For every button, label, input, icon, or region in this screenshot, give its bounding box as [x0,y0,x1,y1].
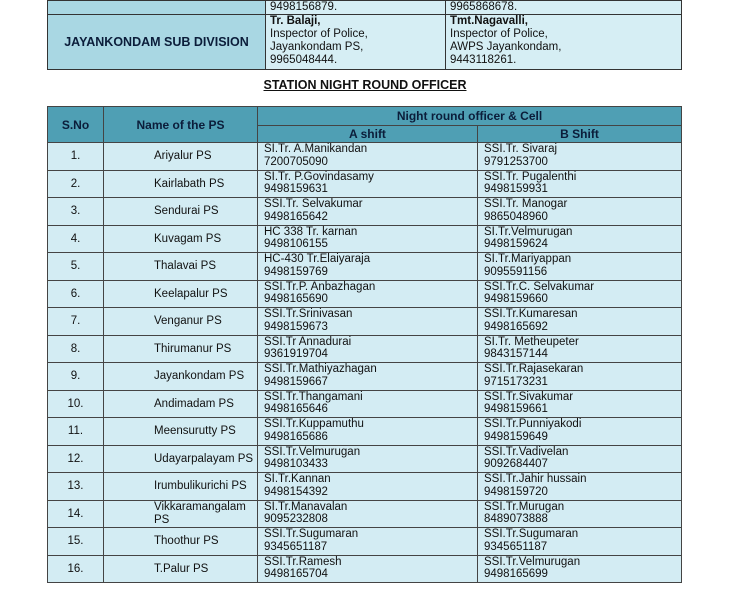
b-shift-phone: 9791253700 [484,155,548,168]
a-shift-cell [258,555,478,583]
station-name-cell [104,363,258,391]
subdivision-row [48,15,682,70]
table-row [48,445,682,473]
b-shift-phone: 9498165699 [484,568,548,580]
station-name: Thirumanur PS [154,342,232,355]
a-shift-officer: SSI.Tr.Mathiyazhagan [264,363,377,375]
b-shift-phone: 9715173231 [484,375,548,388]
officer-cell [266,15,446,70]
serial-number: 10. [67,397,84,410]
night-round-table [47,106,682,583]
table-row [48,170,682,198]
a-shift-phone: 9498159673 [264,320,328,333]
b-shift-phone: 9095591156 [484,265,548,278]
a-shift-phone: 9498103433 [264,458,328,470]
a-shift-phone: 9498165704 [264,568,328,580]
a-shift-cell [258,335,478,363]
station-name-cell [104,143,258,171]
a-shift-cell [258,225,478,253]
a-shift-phone: 9498159769 [264,265,328,278]
a-shift-officer: SI.Tr. A.Manikandan [264,143,368,155]
station-name: Andimadam PS [154,397,234,410]
b-shift-cell [478,473,682,501]
header-b-shift: B Shift [478,126,682,143]
officer-cell: 9965868678. [446,1,682,15]
division-cell [48,1,266,15]
serial-number-cell [48,280,104,308]
division-name: JAYANKONDAM SUB DIVISION [48,15,266,70]
header-a-shift: A shift [258,126,478,143]
a-shift-phone: 9498165642 [264,210,328,223]
b-shift-phone: 9498159660 [484,293,548,305]
a-shift-cell [258,473,478,501]
b-shift-phone: 9498159720 [484,485,548,498]
a-shift-cell [258,363,478,391]
b-shift-cell [478,418,682,446]
station-name-cell [104,473,258,501]
officer-station: Jayankondam PS, [270,41,364,53]
serial-number-cell [48,225,104,253]
a-shift-phone: 9498165690 [264,293,328,305]
station-name-cell [104,500,258,528]
station-name: Kairlabath PS [154,177,225,190]
table-row [48,473,682,501]
station-name: Thoothur PS [154,535,219,547]
table-row [48,528,682,556]
a-shift-phone: 7200705090 [264,155,328,168]
a-shift-officer: SSI.Tr.Kuppamuthu [264,418,364,430]
serial-number: 6. [70,287,81,300]
station-name-cell [104,308,258,336]
station-name: Irumbulikurichi PS [154,480,247,492]
a-shift-phone: 9498154392 [264,485,328,498]
table-row [48,418,682,446]
serial-number: 11. [67,425,84,437]
subdivision-officers-table [47,0,682,70]
section-title: STATION NIGHT ROUND OFFICER [263,78,467,92]
station-name: Keelapalur PS [154,287,228,300]
a-shift-officer: SSI.Tr.Ramesh [264,555,342,568]
b-shift-officer: SI.Tr. Metheupeter [484,335,579,348]
serial-number-cell [48,335,104,363]
station-name-cell [104,555,258,583]
b-shift-cell [478,143,682,171]
b-shift-cell [478,555,682,583]
b-shift-officer: SI.Tr.Velmurugan [484,225,573,238]
serial-number: 14. [67,507,84,520]
a-shift-officer: SSI.Tr.P. Anbazhagan [264,280,376,293]
officer-station: AWPS Jayankondam, [450,41,562,53]
table-row [48,225,682,253]
a-shift-officer: SI.Tr. P.Govindasamy [264,170,374,183]
b-shift-officer: SSI.Tr. Manogar [484,198,568,210]
b-shift-cell [478,308,682,336]
station-name: Sendurai PS [154,205,219,217]
b-shift-cell [478,363,682,391]
a-shift-cell [258,170,478,198]
serial-number-cell [48,555,104,583]
b-shift-officer: SSI.Tr.Jahir hussain [484,473,587,485]
serial-number: 1. [70,150,81,162]
a-shift-officer: SSI.Tr.Thangamani [264,390,363,403]
officer-name: Tmt.Nagavalli, [450,15,528,27]
a-shift-officer: SI.Tr.Manavalan [264,500,348,513]
b-shift-cell [478,528,682,556]
b-shift-cell [478,280,682,308]
a-shift-phone: 9095232808 [264,513,328,525]
a-shift-officer: SI.Tr.Kannan [264,473,331,485]
serial-number-cell [48,418,104,446]
table-row [48,280,682,308]
station-name-cell [104,335,258,363]
b-shift-cell [478,390,682,418]
b-shift-phone: 8489073888 [484,513,548,525]
table-row [48,253,682,281]
serial-number-cell [48,363,104,391]
table-row [48,143,682,171]
a-shift-officer: HC 338 Tr. karnan [264,225,358,238]
officer-name: Tr. Balaji, [270,15,321,27]
serial-number-cell [48,253,104,281]
table-row [48,198,682,226]
station-name-cell [104,170,258,198]
serial-number-cell [48,528,104,556]
officer-phone: 9443118261. [450,54,517,66]
a-shift-phone: 9498165646 [264,403,328,415]
a-shift-cell [258,390,478,418]
serial-number: 2. [70,177,81,190]
serial-number-cell [48,473,104,501]
b-shift-phone: 9092684407 [484,458,548,470]
serial-number: 9. [70,370,81,382]
serial-number-cell [48,445,104,473]
station-name: Kuvagam PS [154,232,222,245]
a-shift-phone: 9498159667 [264,375,328,388]
station-name: Vikkaramangalam PS [154,501,246,526]
a-shift-phone: 9498159631 [264,183,328,195]
station-name: Venganur PS [154,315,222,327]
b-shift-officer: SSI.Tr.Punniyakodi [484,418,582,430]
a-shift-cell [258,253,478,281]
serial-number: 5. [70,260,81,272]
b-shift-cell [478,170,682,198]
a-shift-cell [258,445,478,473]
b-shift-phone: 9498159624 [484,238,548,250]
b-shift-officer: SSI.Tr.Rajasekaran [484,363,584,375]
serial-number-cell [48,500,104,528]
b-shift-officer: SSI.Tr. Pugalenthi [484,170,577,183]
a-shift-officer: SSI.Tr. Selvakumar [264,198,363,210]
station-name-cell [104,280,258,308]
b-shift-phone: 9498159931 [484,183,548,195]
b-shift-officer: SSI.Tr.Vadivelan [484,445,569,458]
serial-number: 4. [70,232,81,245]
a-shift-officer: SSI.Tr.Sugumaran [264,528,359,540]
a-shift-phone: 9498165686 [264,430,328,443]
b-shift-cell [478,225,682,253]
b-shift-cell [478,198,682,226]
b-shift-cell [478,500,682,528]
table-row [48,500,682,528]
a-shift-cell [258,143,478,171]
serial-number-cell [48,390,104,418]
officer-cell: 9498156879. [266,1,446,15]
station-name-cell [104,198,258,226]
station-name-cell [104,445,258,473]
table-row [48,390,682,418]
b-shift-cell [478,445,682,473]
officer-cell [446,15,682,70]
b-shift-officer: SSI.Tr. Sivaraj [484,143,558,155]
station-name-cell [104,390,258,418]
a-shift-cell [258,308,478,336]
b-shift-cell [478,335,682,363]
b-shift-officer: SSI.Tr.Murugan [484,500,565,513]
table-row [48,555,682,583]
b-shift-cell [478,253,682,281]
serial-number-cell [48,170,104,198]
b-shift-phone: 9345651187 [484,540,548,553]
station-name: Ariyalur PS [154,150,212,162]
a-shift-cell [258,500,478,528]
subdivision-row [48,1,682,15]
a-shift-cell [258,418,478,446]
a-shift-officer: SSI.Tr.Velmurugan [264,445,361,458]
b-shift-officer: SSI.Tr.Kumaresan [484,308,578,320]
officer-designation: Inspector of Police, [450,28,548,40]
station-name-cell [104,225,258,253]
a-shift-officer: SSI.Tr Annadurai [264,335,352,348]
serial-number-cell [48,308,104,336]
header-sno: S.No [48,107,104,143]
a-shift-phone: 9361919704 [264,348,328,360]
table-row [48,335,682,363]
station-name: Udayarpalayam PS [154,452,254,465]
b-shift-officer: SSI.Tr.C. Selvakumar [484,280,595,293]
a-shift-officer: SSI.Tr.Srinivasan [264,308,353,320]
a-shift-phone: 9498106155 [264,238,328,250]
serial-number: 3. [70,205,81,217]
a-shift-cell [258,198,478,226]
a-shift-cell [258,280,478,308]
officer-designation: Inspector of Police, [270,28,368,40]
b-shift-officer: SSI.Tr.Sivakumar [484,390,574,403]
b-shift-phone: 9498165692 [484,320,548,333]
a-shift-cell [258,528,478,556]
station-name-cell [104,528,258,556]
serial-number: 16. [67,562,84,575]
station-name-cell [104,418,258,446]
header-ps-name: Name of the PS [104,107,258,143]
b-shift-officer: SSI.Tr.Velmurugan [484,555,581,568]
header-night-round: Night round officer & Cell [258,107,682,126]
b-shift-officer: SSI.Tr.Sugumaran [484,528,579,540]
b-shift-officer: SI.Tr.Mariyappan [484,253,572,265]
station-name: Thalavai PS [154,260,217,272]
serial-number: 12. [67,452,84,465]
station-name: T.Palur PS [154,562,209,575]
b-shift-phone: 9498159661 [484,403,548,415]
serial-number-cell [48,143,104,171]
serial-number: 15. [67,535,84,547]
serial-number: 8. [70,342,81,355]
serial-number: 13. [67,480,84,492]
officer-phone: 9965048444. [270,54,338,66]
a-shift-phone: 9345651187 [264,540,328,553]
table-row [48,308,682,336]
station-name: Jayankondam PS [154,370,245,382]
a-shift-officer: HC-430 Tr.Elaiyaraja [264,253,371,265]
station-name: Meensurutty PS [154,425,236,437]
station-name-cell [104,253,258,281]
b-shift-phone: 9843157144 [484,348,548,360]
table-row [48,363,682,391]
b-shift-phone: 9865048960 [484,210,548,223]
b-shift-phone: 9498159649 [484,430,548,443]
serial-number: 7. [70,315,81,327]
serial-number-cell [48,198,104,226]
